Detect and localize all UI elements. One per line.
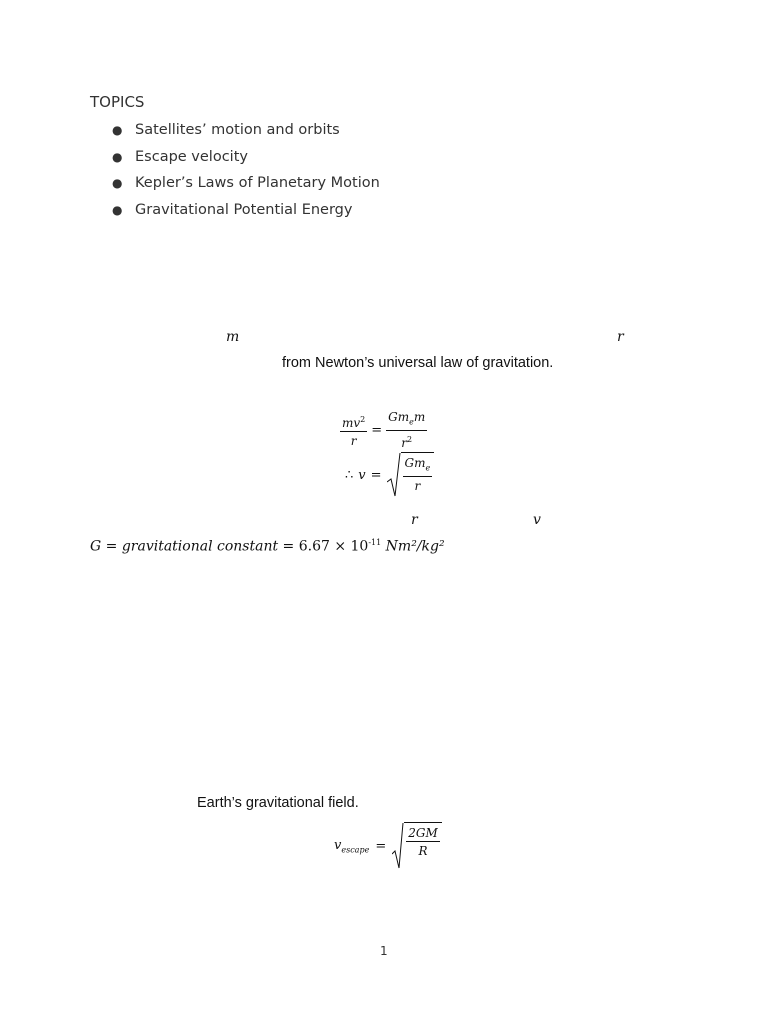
topic-label: Kepler’s Laws of Planetary Motion bbox=[135, 175, 380, 191]
sqrt-icon: $\frac{2GM}{R}$ bbox=[392, 822, 442, 870]
g-constant-value: 6.67 × 10 bbox=[298, 538, 369, 555]
symbol-m: m bbox=[226, 329, 240, 345]
bullet-icon: ● bbox=[112, 123, 123, 137]
bullet-icon: ● bbox=[112, 149, 123, 164]
topics-list bbox=[90, 117, 380, 223]
gravitational-constant-line bbox=[90, 538, 445, 555]
sqrt-icon: $\frac{Gm_e}{r}$ bbox=[387, 452, 435, 498]
topics-heading: TOPICS bbox=[90, 93, 145, 111]
bullet-icon: ● bbox=[112, 202, 123, 217]
symbol-r: r bbox=[617, 329, 624, 345]
topic-label: Satellites’ motion and orbits bbox=[135, 122, 340, 138]
newton-law-text: from Newton’s universal law of gravitation. bbox=[282, 355, 554, 371]
equation-orbital-velocity: ∴ v = $\frac{Gm_e}{r}$ bbox=[345, 452, 434, 498]
g-constant-unit: Nm²/kg² bbox=[381, 538, 445, 555]
symbol-v: v bbox=[533, 512, 541, 528]
topic-label: Escape velocity bbox=[135, 148, 248, 165]
g-constant-exponent: -11 bbox=[368, 538, 382, 547]
equation-escape-velocity: $v_{escape}$ = $\frac{2GM}{R}$ bbox=[334, 822, 442, 870]
earth-field-text: Earth’s gravitational field. bbox=[197, 795, 359, 811]
list-item bbox=[90, 117, 380, 144]
g-constant-label: G = gravitational constant = bbox=[90, 538, 299, 555]
symbol-r-2: r bbox=[411, 512, 418, 528]
fraction: $\frac{Gm_em}{r^2}$ bbox=[388, 410, 426, 451]
bullet-icon: ● bbox=[112, 176, 123, 190]
fraction: $\frac{mv^2}{r}$ bbox=[342, 414, 366, 448]
list-item bbox=[90, 144, 380, 171]
list-item bbox=[90, 170, 380, 197]
equation-centripetal: $\frac{mv^2}{r}$ = $\frac{Gm_em}{r^2}$ bbox=[342, 410, 426, 451]
page-number: 1 bbox=[380, 944, 388, 958]
list-item bbox=[90, 197, 380, 224]
topic-label: Gravitational Potential Energy bbox=[135, 201, 353, 218]
